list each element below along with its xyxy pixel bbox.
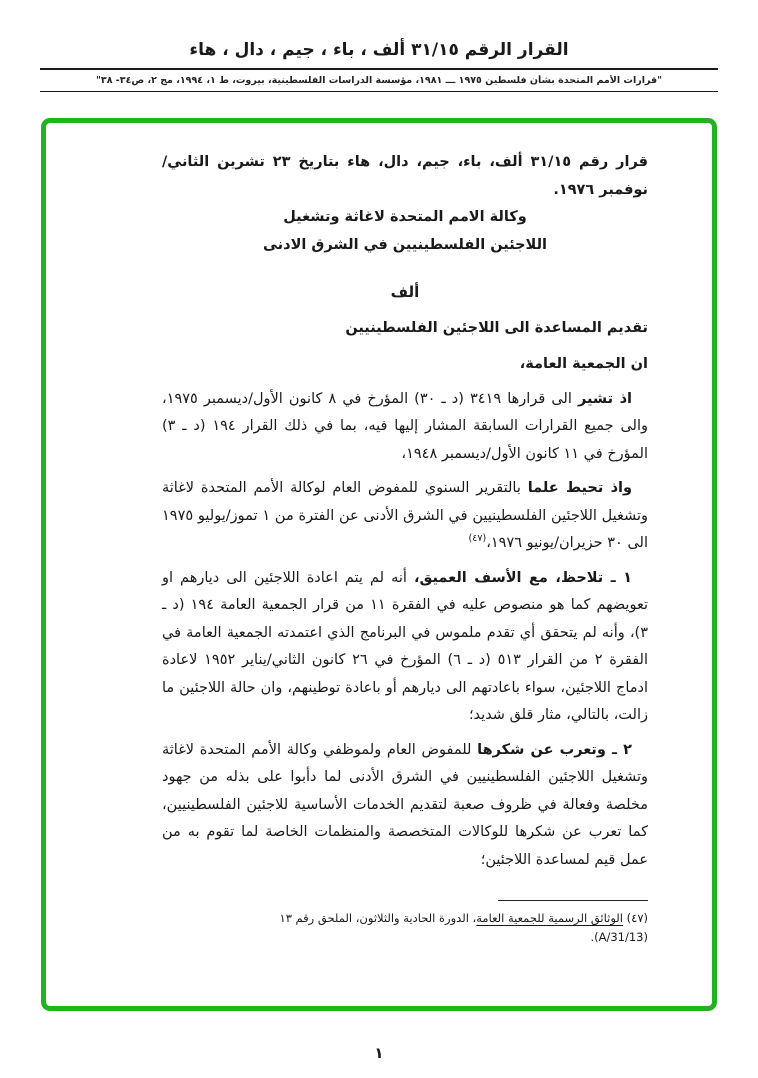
document-content	[46, 123, 712, 947]
preamble-paragraph-2	[162, 475, 648, 558]
paragraph-lead: ٢ ـ وتعرب عن شكرها	[477, 741, 632, 758]
agency-line-2: اللاجئين الفلسطينيين في الشرق الادنى	[263, 236, 547, 253]
paragraph-lead: ١ ـ تلاحظ، مع الأسف العميق،	[413, 569, 632, 586]
document-frame	[41, 118, 717, 1011]
section-letter: ألف	[390, 283, 420, 301]
operative-paragraph-2	[162, 737, 648, 875]
footnote-marker: (٤٧)	[626, 911, 648, 925]
header-rule-bottom	[40, 91, 718, 92]
page-footer	[0, 1043, 758, 1062]
source-citation: "قرارات الأمم المتحدة بشأن فلسطين ١٩٧٥ ـــ ١٩٨١، مؤسسة الدراسات الفلسطينية، بيروت، ط ١، ١٩٩٤، مج ٢، ص٣٤- ٣٨"	[95, 75, 663, 86]
paragraph-lead: اذ تشير	[577, 390, 632, 407]
footnote	[162, 900, 648, 947]
footnote-rule	[498, 900, 648, 901]
operative-paragraph-1	[162, 565, 648, 730]
paragraph-text: للمفوض العام ولموظفي وكالة الأمم المتحدة لاغاثة وتشغيل اللاجئين الفلسطينيين في الشرق الأدنى لما دأبوا على بذله من جهود مخلصة وفعالة في ظروف صعبة لتقديم الخدمات الأساسية للاجئين الفلسطينيين، كما تعرب عن شكرها للوكالات المتخصصة والمنظمات الخاصة لما تقوم به من عمل قيم لمساعدة اللاجئين؛	[162, 741, 648, 868]
page-header	[0, 0, 758, 92]
resolution-heading: قرار رقم ٣١/١٥ ألف، باء، جيم، دال، هاء بتاريخ ٢٣ تشرين الثاني/نوفمبر ١٩٧٦.	[162, 154, 649, 198]
paragraph-text: أنه لم يتم اعادة اللاجئين الى ديارهم او تعويضهم كما هو منصوص عليه في الفقرة ١١ من قرار الجمعية العامة ١٩٤ (د ـ ٣)، وأنه لم يتحقق أي تقدم ملموس في البرنامج الذي اعتمدته الجمعية العامة في الفقرة ٢ من القرار ٥١٣ (د ـ ٦) المؤرخ في ٢٦ كانون الثاني/يناير ١٩٥٢ لاعادة ادماج اللاجئين، سواء باعادتهم الى ديارهم أو باعادة توطينهم، وان حالة اللاجئين ما زالت، بالتالي، مثار قلق شديد؛	[162, 569, 648, 723]
footnote-source-title: الوثائق الرسمية للجمعية العامة	[476, 911, 623, 925]
agency-line-1: وكالة الامم المتحدة لاغاثة وتشغيل	[283, 209, 527, 225]
footnote-reference: (٤٧)	[468, 533, 487, 545]
paragraph-text: بالتقرير السنوي للمفوض العام لوكالة الأمم المتحدة لاغاثة وتشغيل اللاجئين الفلسطينيين في الشرق الأدنى عن الفترة من ١ تموز/يوليو ١٩٧٥ الى ٣٠ حزيران/يونيو ١٩٧٦،	[162, 480, 649, 551]
paragraph-lead: واذ تحيط علما	[527, 480, 632, 496]
header-rule-top	[40, 68, 718, 70]
page-title: القرار الرقم ٣١/١٥ ألف ، باء ، جيم ، دال ، هاء	[189, 40, 569, 60]
section-title: تقديم المساعدة الى اللاجئين الفلسطينيين	[345, 319, 648, 336]
preamble-opening: ان الجمعية العامة،	[519, 356, 648, 372]
footnote-source-rest: ، الدورة الحادية والثلاثون، الملحق رقم ١٣	[279, 911, 477, 925]
preamble-paragraph-1	[162, 386, 648, 469]
paragraph-text: الى قرارها ٣٤١٩ (د ـ ٣٠) المؤرخ في ٨ كانون الأول/ديسمبر ١٩٧٥، والى جميع القرارات السابقة المشار إليها فيه، بما في ذلك القرار ١٩٤ (د ـ ٣) المؤرخ في ١١ كانون الأول/ديسمبر ١٩٤٨،	[162, 390, 648, 462]
footnote-citation	[162, 909, 648, 928]
footnote-document-symbol: (A/31/13).	[590, 930, 648, 944]
page-number: ١	[374, 1044, 384, 1062]
